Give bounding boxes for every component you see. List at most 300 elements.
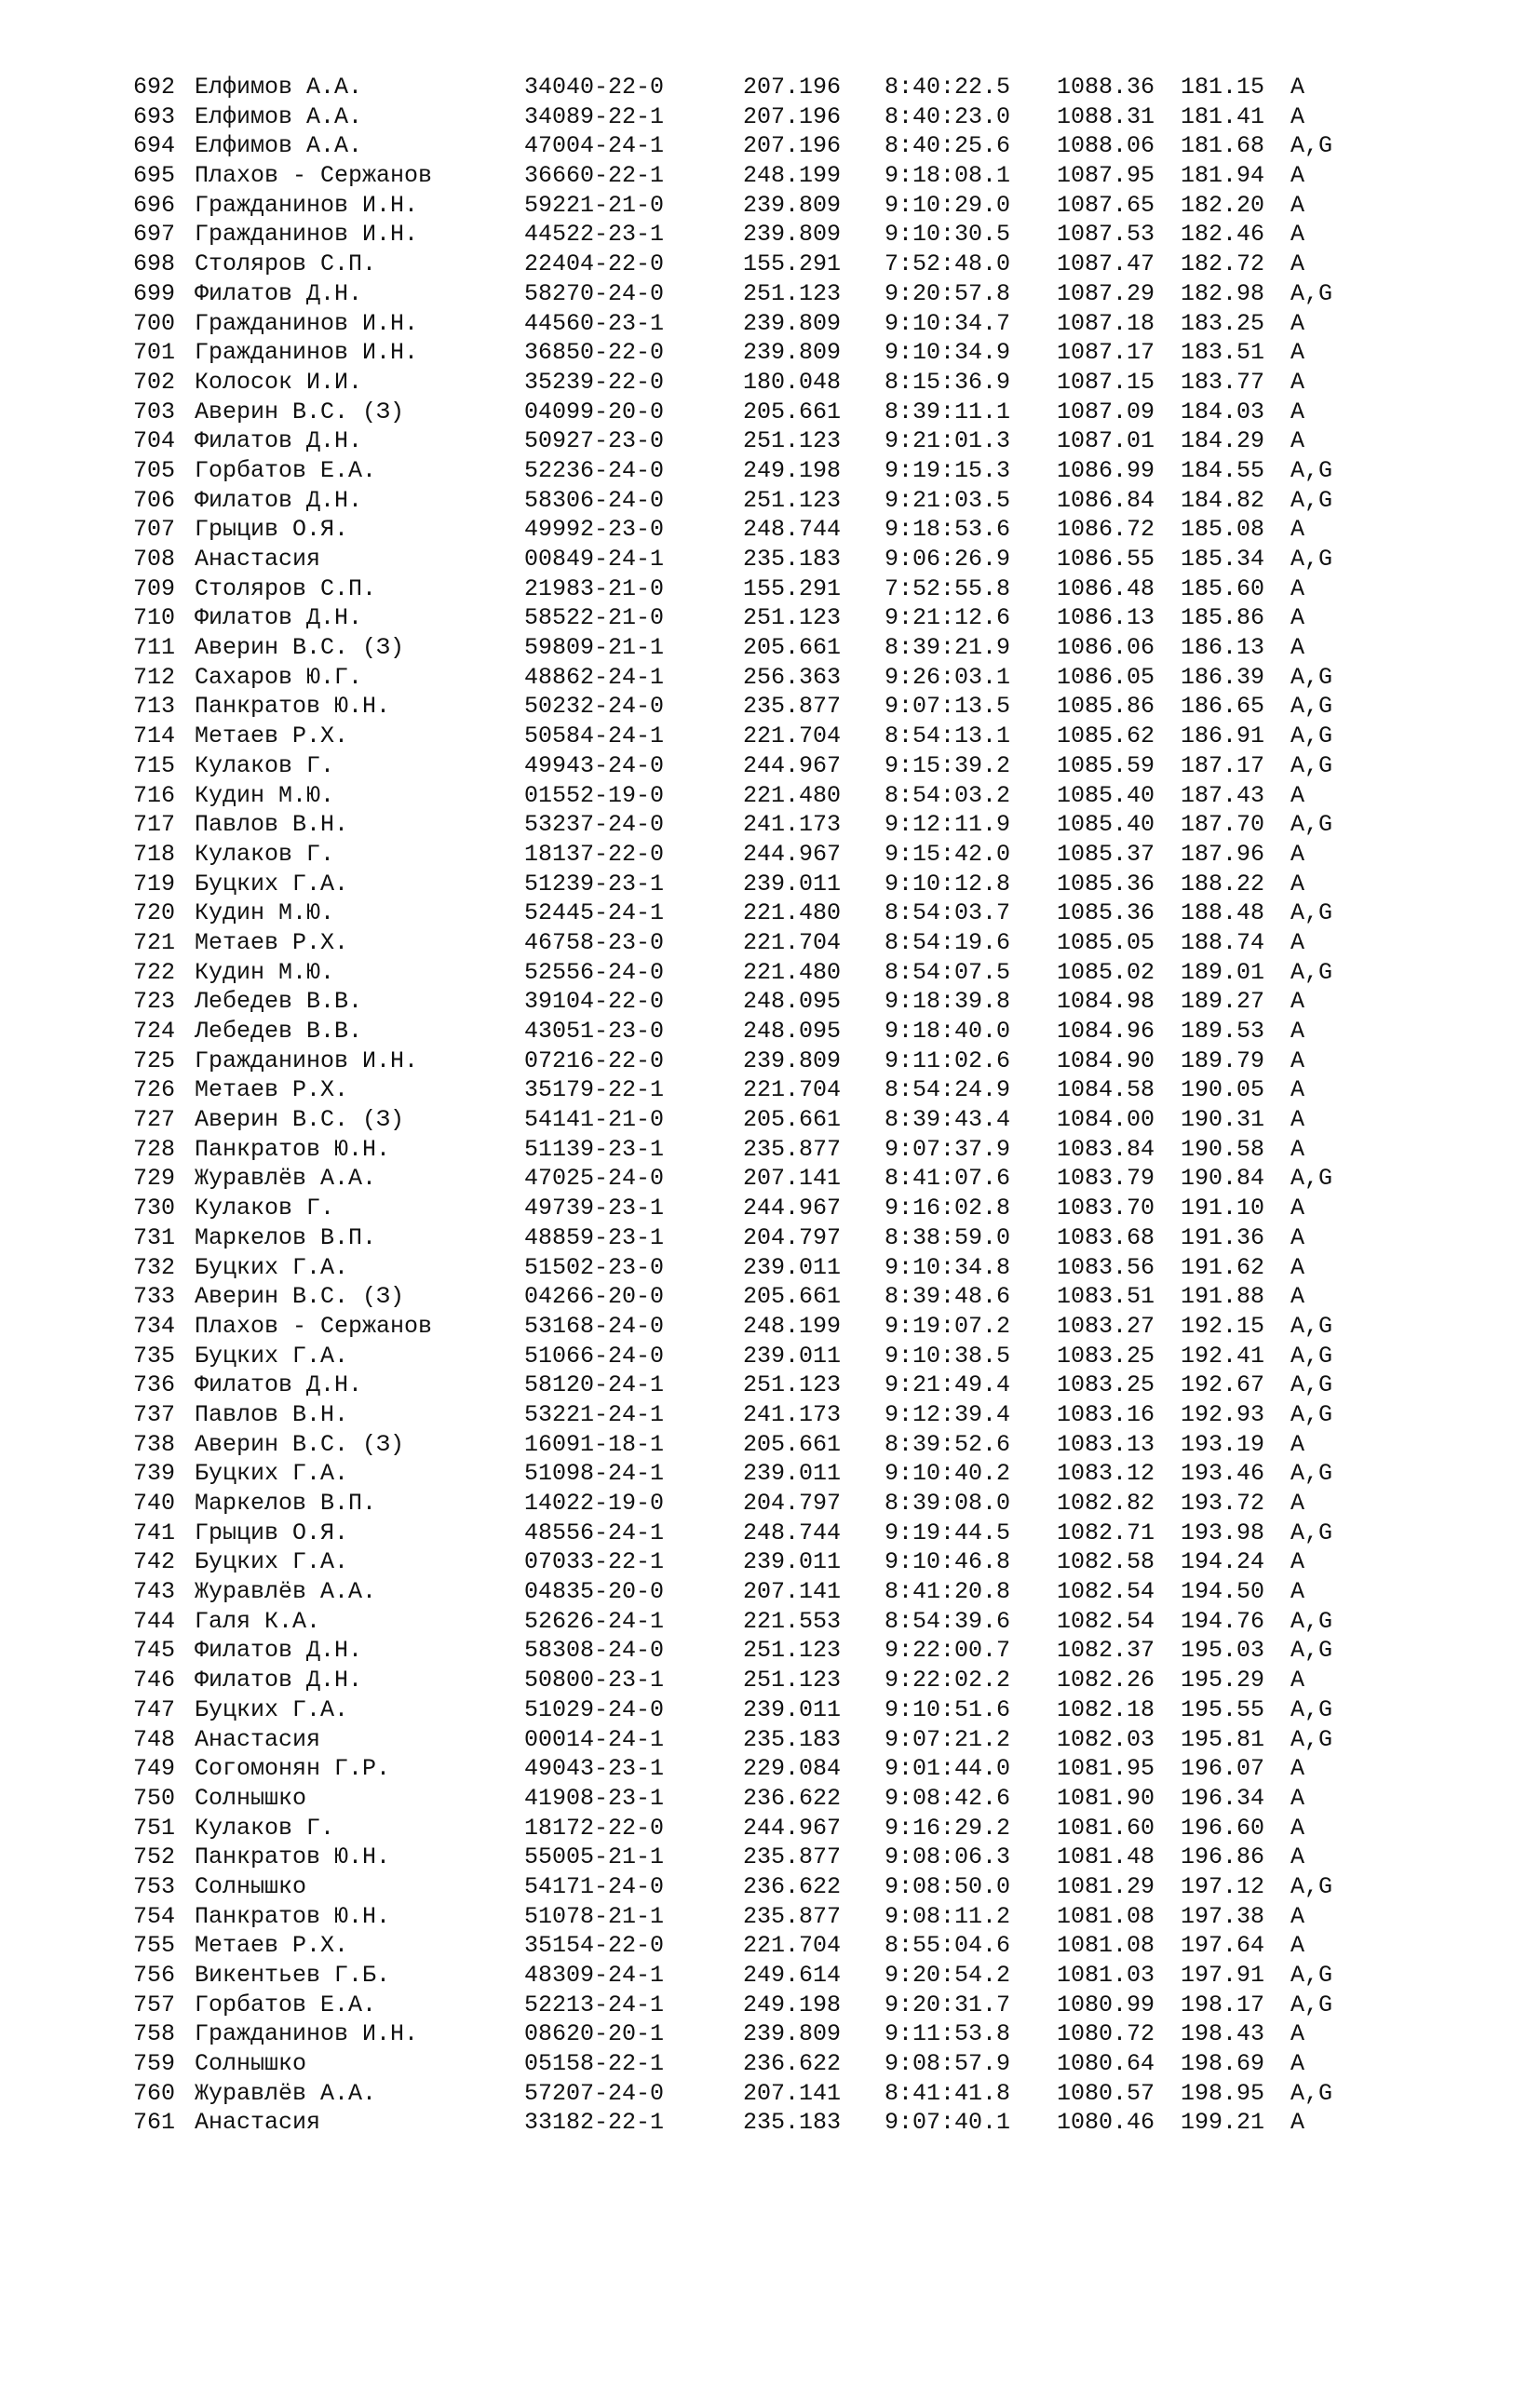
coefficient-value: 194.50 xyxy=(1181,1578,1265,1606)
list-item xyxy=(133,220,1399,250)
category-flag: A,G xyxy=(1290,1607,1333,1635)
ring-number: 54171-24-0 xyxy=(524,1872,665,1900)
place-number: 760 xyxy=(133,2079,176,2107)
fancier-name: Гражданинов И.Н. xyxy=(195,1046,419,1074)
ring-number: 53168-24-0 xyxy=(524,1312,665,1340)
ring-number: 07216-22-0 xyxy=(524,1046,665,1074)
arrival-time: 7:52:55.8 xyxy=(885,574,1011,602)
speed-value: 1087.09 xyxy=(1057,398,1155,425)
fancier-name: Филатов Д.Н. xyxy=(195,486,363,514)
category-flag: A xyxy=(1290,102,1305,130)
arrival-time: 9:11:02.6 xyxy=(885,1046,1011,1074)
category-flag: A,G xyxy=(1290,1962,1333,1989)
category-flag: A xyxy=(1290,2020,1305,2048)
distance-value: 235.877 xyxy=(743,1902,842,1930)
speed-value: 1082.58 xyxy=(1057,1548,1155,1576)
list-item xyxy=(133,515,1399,545)
distance-value: 239.809 xyxy=(743,221,842,249)
speed-value: 1087.65 xyxy=(1057,191,1155,219)
coefficient-value: 181.15 xyxy=(1181,74,1265,101)
speed-value: 1085.36 xyxy=(1057,870,1155,898)
speed-value: 1084.58 xyxy=(1057,1076,1155,1104)
ring-number: 18137-22-0 xyxy=(524,840,665,868)
speed-value: 1081.90 xyxy=(1057,1784,1155,1812)
place-number: 759 xyxy=(133,2050,176,2078)
ring-number: 35154-22-0 xyxy=(524,1932,665,1960)
fancier-name: Гражданинов И.Н. xyxy=(195,309,419,337)
place-number: 696 xyxy=(133,191,176,219)
place-number: 721 xyxy=(133,928,176,956)
list-item xyxy=(133,633,1399,663)
place-number: 692 xyxy=(133,74,176,101)
category-flag: A xyxy=(1290,1902,1305,1930)
fancier-name: Плахов - Сержанов xyxy=(195,162,433,190)
coefficient-value: 191.88 xyxy=(1181,1283,1265,1311)
distance-value: 251.123 xyxy=(743,279,842,307)
list-item xyxy=(133,161,1399,191)
category-flag: A xyxy=(1290,1548,1305,1576)
speed-value: 1084.96 xyxy=(1057,1018,1155,1045)
distance-value: 204.797 xyxy=(743,1490,842,1517)
speed-value: 1084.98 xyxy=(1057,988,1155,1016)
list-item xyxy=(133,1607,1399,1637)
ring-number: 36850-22-0 xyxy=(524,339,665,367)
ring-number: 49992-23-0 xyxy=(524,516,665,544)
distance-value: 251.123 xyxy=(743,1637,842,1665)
place-number: 698 xyxy=(133,250,176,278)
coefficient-value: 183.51 xyxy=(1181,339,1265,367)
speed-value: 1083.16 xyxy=(1057,1400,1155,1428)
place-number: 697 xyxy=(133,221,176,249)
category-flag: A xyxy=(1290,1046,1305,1074)
list-item xyxy=(133,1194,1399,1223)
ring-number: 18172-22-0 xyxy=(524,1814,665,1842)
arrival-time: 9:20:31.7 xyxy=(885,1991,1011,2018)
distance-value: 235.877 xyxy=(743,693,842,721)
coefficient-value: 197.64 xyxy=(1181,1932,1265,1960)
coefficient-value: 185.34 xyxy=(1181,546,1265,573)
category-flag: A,G xyxy=(1290,1872,1333,1900)
coefficient-value: 185.60 xyxy=(1181,574,1265,602)
distance-value: 248.095 xyxy=(743,988,842,1016)
category-flag: A xyxy=(1290,1223,1305,1251)
speed-value: 1086.99 xyxy=(1057,456,1155,484)
distance-value: 244.967 xyxy=(743,751,842,779)
distance-value: 229.084 xyxy=(743,1755,842,1783)
place-number: 761 xyxy=(133,2109,176,2137)
list-item xyxy=(133,898,1399,928)
coefficient-value: 184.55 xyxy=(1181,456,1265,484)
arrival-time: 8:40:22.5 xyxy=(885,74,1011,101)
distance-value: 239.011 xyxy=(743,1695,842,1723)
coefficient-value: 186.13 xyxy=(1181,634,1265,662)
category-flag: A,G xyxy=(1290,1991,1333,2018)
distance-value: 248.744 xyxy=(743,516,842,544)
distance-value: 248.095 xyxy=(743,1018,842,1045)
fancier-name: Буцких Г.А. xyxy=(195,1460,349,1488)
arrival-time: 9:19:07.2 xyxy=(885,1312,1011,1340)
arrival-time: 9:15:39.2 xyxy=(885,751,1011,779)
place-number: 752 xyxy=(133,1843,176,1871)
list-item xyxy=(133,2019,1399,2049)
category-flag: A xyxy=(1290,604,1305,632)
fancier-name: Аверин В.С. (З) xyxy=(195,398,405,425)
arrival-time: 9:07:40.1 xyxy=(885,2109,1011,2137)
coefficient-value: 183.77 xyxy=(1181,368,1265,396)
place-number: 756 xyxy=(133,1962,176,1989)
coefficient-value: 187.43 xyxy=(1181,781,1265,809)
fancier-name: Журавлёв А.А. xyxy=(195,1578,377,1606)
place-number: 728 xyxy=(133,1135,176,1163)
speed-value: 1087.18 xyxy=(1057,309,1155,337)
category-flag: A,G xyxy=(1290,1400,1333,1428)
list-item xyxy=(133,2079,1399,2109)
ring-number: 34089-22-1 xyxy=(524,102,665,130)
ring-number: 50927-23-0 xyxy=(524,427,665,455)
fancier-name: Филатов Д.Н. xyxy=(195,279,363,307)
distance-value: 221.480 xyxy=(743,958,842,986)
arrival-time: 9:07:37.9 xyxy=(885,1135,1011,1163)
coefficient-value: 184.03 xyxy=(1181,398,1265,425)
arrival-time: 8:54:39.6 xyxy=(885,1607,1011,1635)
fancier-name: Горбатов Е.А. xyxy=(195,456,377,484)
list-item xyxy=(133,486,1399,516)
distance-value: 204.797 xyxy=(743,1223,842,1251)
place-number: 720 xyxy=(133,899,176,927)
ring-number: 48862-24-1 xyxy=(524,663,665,691)
ring-number: 58120-24-1 xyxy=(524,1371,665,1399)
ring-number: 22404-22-0 xyxy=(524,250,665,278)
place-number: 749 xyxy=(133,1755,176,1783)
coefficient-value: 184.29 xyxy=(1181,427,1265,455)
coefficient-value: 186.39 xyxy=(1181,663,1265,691)
arrival-time: 9:01:44.0 xyxy=(885,1755,1011,1783)
place-number: 719 xyxy=(133,870,176,898)
list-item xyxy=(133,1164,1399,1194)
distance-value: 239.809 xyxy=(743,339,842,367)
fancier-name: Лебедев В.В. xyxy=(195,1018,363,1045)
list-item xyxy=(133,1430,1399,1460)
coefficient-value: 193.72 xyxy=(1181,1490,1265,1517)
list-item xyxy=(133,1253,1399,1283)
ring-number: 50232-24-0 xyxy=(524,693,665,721)
category-flag: A xyxy=(1290,2109,1305,2137)
list-item xyxy=(133,928,1399,958)
coefficient-value: 191.36 xyxy=(1181,1223,1265,1251)
list-item xyxy=(133,456,1399,486)
category-flag: A xyxy=(1290,2050,1305,2078)
speed-value: 1083.84 xyxy=(1057,1135,1155,1163)
fancier-name: Грыцив О.Я. xyxy=(195,1519,349,1546)
place-number: 743 xyxy=(133,1578,176,1606)
place-number: 734 xyxy=(133,1312,176,1340)
speed-value: 1087.15 xyxy=(1057,368,1155,396)
coefficient-value: 182.20 xyxy=(1181,191,1265,219)
list-item xyxy=(133,1223,1399,1253)
coefficient-value: 191.62 xyxy=(1181,1253,1265,1281)
list-item xyxy=(133,545,1399,574)
place-number: 744 xyxy=(133,1607,176,1635)
place-number: 755 xyxy=(133,1932,176,1960)
speed-value: 1083.12 xyxy=(1057,1460,1155,1488)
coefficient-value: 196.86 xyxy=(1181,1843,1265,1871)
list-item xyxy=(133,1931,1399,1961)
coefficient-value: 187.70 xyxy=(1181,811,1265,839)
arrival-time: 9:21:01.3 xyxy=(885,427,1011,455)
distance-value: 241.173 xyxy=(743,1400,842,1428)
distance-value: 239.809 xyxy=(743,2020,842,2048)
category-flag: A xyxy=(1290,191,1305,219)
place-number: 751 xyxy=(133,1814,176,1842)
speed-value: 1080.99 xyxy=(1057,1991,1155,2018)
category-flag: A xyxy=(1290,1106,1305,1134)
distance-value: 221.704 xyxy=(743,928,842,956)
arrival-time: 9:08:06.3 xyxy=(885,1843,1011,1871)
place-number: 713 xyxy=(133,693,176,721)
ring-number: 51066-24-0 xyxy=(524,1342,665,1370)
list-item xyxy=(133,309,1399,339)
arrival-time: 9:15:42.0 xyxy=(885,840,1011,868)
fancier-name: Гражданинов И.Н. xyxy=(195,339,419,367)
ring-number: 33182-22-1 xyxy=(524,2109,665,2137)
place-number: 730 xyxy=(133,1195,176,1222)
ring-number: 49943-24-0 xyxy=(524,751,665,779)
speed-value: 1085.36 xyxy=(1057,899,1155,927)
distance-value: 221.704 xyxy=(743,1932,842,1960)
ring-number: 07033-22-1 xyxy=(524,1548,665,1576)
fancier-name: Солнышко xyxy=(195,1784,307,1812)
coefficient-value: 190.05 xyxy=(1181,1076,1265,1104)
place-number: 723 xyxy=(133,988,176,1016)
arrival-time: 8:54:03.7 xyxy=(885,899,1011,927)
coefficient-value: 187.96 xyxy=(1181,840,1265,868)
list-item xyxy=(133,810,1399,840)
distance-value: 249.614 xyxy=(743,1962,842,1989)
fancier-name: Буцких Г.А. xyxy=(195,870,349,898)
speed-value: 1082.18 xyxy=(1057,1695,1155,1723)
coefficient-value: 186.91 xyxy=(1181,722,1265,750)
place-number: 741 xyxy=(133,1519,176,1546)
category-flag: A xyxy=(1290,1578,1305,1606)
distance-value: 205.661 xyxy=(743,1106,842,1134)
coefficient-value: 189.53 xyxy=(1181,1018,1265,1045)
category-flag: A,G xyxy=(1290,2079,1333,2107)
fancier-name: Галя К.А. xyxy=(195,1607,321,1635)
speed-value: 1080.72 xyxy=(1057,2020,1155,2048)
coefficient-value: 193.19 xyxy=(1181,1430,1265,1458)
place-number: 722 xyxy=(133,958,176,986)
category-flag: A xyxy=(1290,74,1305,101)
distance-value: 207.196 xyxy=(743,74,842,101)
coefficient-value: 193.46 xyxy=(1181,1460,1265,1488)
distance-value: 244.967 xyxy=(743,840,842,868)
coefficient-value: 194.76 xyxy=(1181,1607,1265,1635)
speed-value: 1086.05 xyxy=(1057,663,1155,691)
category-flag: A xyxy=(1290,309,1305,337)
category-flag: A xyxy=(1290,1490,1305,1517)
fancier-name: Панкратов Ю.Н. xyxy=(195,1843,391,1871)
arrival-time: 9:10:40.2 xyxy=(885,1460,1011,1488)
list-item xyxy=(133,1046,1399,1076)
list-item xyxy=(133,191,1399,221)
arrival-time: 9:10:34.7 xyxy=(885,309,1011,337)
distance-value: 248.199 xyxy=(743,162,842,190)
place-number: 727 xyxy=(133,1106,176,1134)
ring-number: 55005-21-1 xyxy=(524,1843,665,1871)
ring-number: 43051-23-0 xyxy=(524,1018,665,1045)
fancier-name: Буцких Г.А. xyxy=(195,1548,349,1576)
category-flag: A xyxy=(1290,574,1305,602)
list-item xyxy=(133,1459,1399,1489)
coefficient-value: 198.69 xyxy=(1181,2050,1265,2078)
arrival-time: 9:26:03.1 xyxy=(885,663,1011,691)
arrival-time: 9:07:21.2 xyxy=(885,1725,1011,1753)
arrival-time: 9:18:08.1 xyxy=(885,162,1011,190)
arrival-time: 9:07:13.5 xyxy=(885,693,1011,721)
speed-value: 1081.60 xyxy=(1057,1814,1155,1842)
fancier-name: Солнышко xyxy=(195,1872,307,1900)
speed-value: 1081.08 xyxy=(1057,1932,1155,1960)
fancier-name: Анастасия xyxy=(195,1725,321,1753)
category-flag: A,G xyxy=(1290,751,1333,779)
category-flag: A,G xyxy=(1290,811,1333,839)
speed-value: 1087.95 xyxy=(1057,162,1155,190)
distance-value: 251.123 xyxy=(743,1371,842,1399)
fancier-name: Буцких Г.А. xyxy=(195,1253,349,1281)
distance-value: 251.123 xyxy=(743,1667,842,1694)
ring-number: 59221-21-0 xyxy=(524,191,665,219)
place-number: 715 xyxy=(133,751,176,779)
coefficient-value: 188.74 xyxy=(1181,928,1265,956)
distance-value: 239.011 xyxy=(743,1342,842,1370)
fancier-name: Кулаков Г. xyxy=(195,840,335,868)
distance-value: 207.141 xyxy=(743,1578,842,1606)
fancier-name: Лебедев В.В. xyxy=(195,988,363,1016)
speed-value: 1085.62 xyxy=(1057,722,1155,750)
ring-number: 50800-23-1 xyxy=(524,1667,665,1694)
coefficient-value: 190.84 xyxy=(1181,1165,1265,1193)
category-flag: A,G xyxy=(1290,1460,1333,1488)
coefficient-value: 195.55 xyxy=(1181,1695,1265,1723)
place-number: 746 xyxy=(133,1667,176,1694)
category-flag: A,G xyxy=(1290,1725,1333,1753)
fancier-name: Столяров С.П. xyxy=(195,574,377,602)
arrival-time: 9:21:49.4 xyxy=(885,1371,1011,1399)
ring-number: 04099-20-0 xyxy=(524,398,665,425)
category-flag: A,G xyxy=(1290,1342,1333,1370)
place-number: 754 xyxy=(133,1902,176,1930)
coefficient-value: 199.21 xyxy=(1181,2109,1265,2137)
arrival-time: 9:10:12.8 xyxy=(885,870,1011,898)
list-item xyxy=(133,722,1399,751)
ring-number: 00849-24-1 xyxy=(524,546,665,573)
list-item xyxy=(133,368,1399,398)
category-flag: A,G xyxy=(1290,899,1333,927)
ring-number: 01552-19-0 xyxy=(524,781,665,809)
distance-value: 235.183 xyxy=(743,546,842,573)
coefficient-value: 181.68 xyxy=(1181,132,1265,160)
category-flag: A,G xyxy=(1290,1637,1333,1665)
speed-value: 1082.37 xyxy=(1057,1637,1155,1665)
place-number: 740 xyxy=(133,1490,176,1517)
speed-value: 1087.01 xyxy=(1057,427,1155,455)
category-flag: A xyxy=(1290,928,1305,956)
coefficient-value: 196.34 xyxy=(1181,1784,1265,1812)
distance-value: 207.141 xyxy=(743,1165,842,1193)
coefficient-value: 184.82 xyxy=(1181,486,1265,514)
place-number: 694 xyxy=(133,132,176,160)
place-number: 700 xyxy=(133,309,176,337)
place-number: 708 xyxy=(133,546,176,573)
category-flag: A xyxy=(1290,1195,1305,1222)
fancier-name: Кудин М.Ю. xyxy=(195,958,335,986)
place-number: 758 xyxy=(133,2020,176,2048)
arrival-time: 9:10:34.9 xyxy=(885,339,1011,367)
place-number: 737 xyxy=(133,1400,176,1428)
distance-value: 236.622 xyxy=(743,1784,842,1812)
distance-value: 236.622 xyxy=(743,1872,842,1900)
distance-value: 207.196 xyxy=(743,132,842,160)
coefficient-value: 189.01 xyxy=(1181,958,1265,986)
category-flag: A xyxy=(1290,339,1305,367)
coefficient-value: 194.24 xyxy=(1181,1548,1265,1576)
arrival-time: 8:38:59.0 xyxy=(885,1223,1011,1251)
category-flag: A xyxy=(1290,368,1305,396)
fancier-name: Метаев Р.Х. xyxy=(195,1932,349,1960)
place-number: 731 xyxy=(133,1223,176,1251)
fancier-name: Филатов Д.Н. xyxy=(195,604,363,632)
speed-value: 1081.29 xyxy=(1057,1872,1155,1900)
list-item xyxy=(133,1577,1399,1607)
coefficient-value: 193.98 xyxy=(1181,1519,1265,1546)
coefficient-value: 188.48 xyxy=(1181,899,1265,927)
distance-value: 239.011 xyxy=(743,870,842,898)
speed-value: 1088.31 xyxy=(1057,102,1155,130)
coefficient-value: 196.07 xyxy=(1181,1755,1265,1783)
distance-value: 248.199 xyxy=(743,1312,842,1340)
coefficient-value: 195.29 xyxy=(1181,1667,1265,1694)
speed-value: 1087.53 xyxy=(1057,221,1155,249)
list-item xyxy=(133,692,1399,722)
coefficient-value: 185.08 xyxy=(1181,516,1265,544)
speed-value: 1085.40 xyxy=(1057,811,1155,839)
list-item xyxy=(133,574,1399,604)
distance-value: 221.553 xyxy=(743,1607,842,1635)
list-item xyxy=(133,1872,1399,1902)
fancier-name: Колосок И.И. xyxy=(195,368,363,396)
category-flag: A xyxy=(1290,221,1305,249)
list-item xyxy=(133,751,1399,781)
list-item xyxy=(133,603,1399,633)
distance-value: 235.877 xyxy=(743,1843,842,1871)
list-item xyxy=(133,1312,1399,1342)
ring-number: 58522-21-0 xyxy=(524,604,665,632)
fancier-name: Плахов - Сержанов xyxy=(195,1312,433,1340)
list-item xyxy=(133,102,1399,132)
list-item xyxy=(133,1017,1399,1046)
ring-number: 44560-23-1 xyxy=(524,309,665,337)
fancier-name: Журавлёв А.А. xyxy=(195,2079,377,2107)
coefficient-value: 188.22 xyxy=(1181,870,1265,898)
ring-number: 58308-24-0 xyxy=(524,1637,665,1665)
fancier-name: Панкратов Ю.Н. xyxy=(195,1135,391,1163)
ring-number: 52236-24-0 xyxy=(524,456,665,484)
arrival-time: 9:12:39.4 xyxy=(885,1400,1011,1428)
place-number: 745 xyxy=(133,1637,176,1665)
coefficient-value: 181.94 xyxy=(1181,162,1265,190)
distance-value: 249.198 xyxy=(743,1991,842,2018)
ring-number: 46758-23-0 xyxy=(524,928,665,956)
